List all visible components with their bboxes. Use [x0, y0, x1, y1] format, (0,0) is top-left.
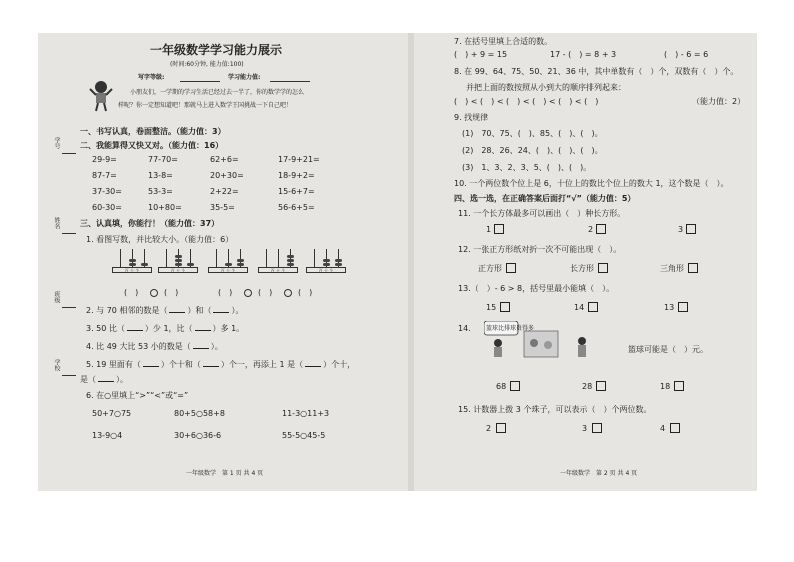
check-box[interactable]: [596, 381, 606, 391]
q9-item[interactable]: (3) 1、3、2、3、5、( )、( )。: [462, 163, 592, 172]
question-13: 13.（ ）- 6 > 8，括号里最小能填（ ）。: [458, 284, 615, 293]
compare-circle[interactable]: [244, 289, 252, 297]
check-box[interactable]: [588, 302, 598, 312]
check-box[interactable]: [678, 302, 688, 312]
abacus-base-label: 百 十 个: [306, 267, 346, 273]
question-15: 15. 计数器上拨 3 个珠子，可以表示（ ）个两位数。: [458, 405, 652, 414]
q5-part: ）。: [116, 375, 128, 384]
question-4: [86, 342, 223, 352]
subtitle: (时间:60分钟, 能力值:100): [170, 61, 244, 68]
section-4: 四、选一选，在正确答案后面打“√”（能力值：5）: [454, 194, 636, 203]
answer-blank[interactable]: [143, 366, 159, 367]
answer-blank[interactable]: [98, 381, 114, 382]
abacus-answer-paren[interactable]: ( ): [124, 288, 139, 297]
check-box[interactable]: [496, 423, 506, 433]
calc-item[interactable]: 29-9=: [92, 155, 117, 164]
check-box[interactable]: [500, 302, 510, 312]
option-label: 15: [486, 303, 497, 312]
ability-label: 学习能力值:: [228, 74, 261, 81]
q9-item[interactable]: (2) 28、26、24、( )、( )、( )。: [462, 146, 603, 155]
q2-part: ）。: [231, 306, 244, 315]
option-label: 14: [574, 303, 585, 312]
q7-item[interactable]: ( ) - 6 = 6: [664, 50, 709, 59]
student-icon: [88, 79, 114, 113]
question-12: 12. 一张正方形纸对折一次不可能出现（ ）。: [458, 245, 622, 254]
answer-blank[interactable]: [195, 330, 211, 331]
q3-part: ）少 1，比（: [144, 324, 193, 333]
calc-item[interactable]: 15-6+7=: [278, 187, 315, 196]
option-label: 3: [678, 225, 684, 234]
option-label: 3: [582, 424, 588, 433]
abacus-5: [306, 247, 346, 273]
label-name: 姓名: [53, 217, 60, 229]
label-class: 班级: [53, 291, 60, 303]
compare-item[interactable]: 80+5○58+8: [174, 409, 225, 418]
answer-blank[interactable]: [213, 312, 229, 313]
check-box[interactable]: [688, 263, 698, 273]
q4-part: ）。: [210, 342, 223, 351]
writer-grade-label: 写字等级:: [138, 74, 165, 81]
check-box[interactable]: [686, 224, 696, 234]
question-2: [86, 306, 243, 316]
calc-item[interactable]: 35-5=: [210, 203, 235, 212]
question-8-ability: （能力值：2）: [692, 97, 746, 106]
abacus-4: [258, 247, 298, 273]
q5-part: ）个十和（: [160, 360, 201, 369]
option-label: 三角形: [660, 264, 684, 273]
page-footer: 一年级数学 第 2 页 共 4 页: [560, 470, 638, 477]
q5-part: 5. 19 里面有（: [86, 360, 141, 369]
blank-class[interactable]: [62, 307, 76, 308]
abacus-base-label: 百 十 个: [158, 267, 198, 273]
question-3: [86, 324, 244, 334]
check-box[interactable]: [510, 381, 520, 391]
question-8: 8. 在 99、64、75、50、21、36 中，其中单数有（ ）个，双数有（ ）个。: [454, 67, 739, 76]
compare-circle[interactable]: [284, 289, 292, 297]
abacus-3: [208, 247, 248, 273]
answer-blank[interactable]: [203, 366, 219, 367]
calc-item[interactable]: 56-6+5=: [278, 203, 315, 212]
q5-part: 是（: [80, 375, 96, 384]
check-box[interactable]: [494, 224, 504, 234]
compare-item[interactable]: 13-9○4: [92, 431, 123, 440]
label-student-id: 学号: [53, 137, 60, 149]
option-label: 13: [664, 303, 675, 312]
check-box[interactable]: [596, 224, 606, 234]
compare-item[interactable]: 55-5○45-5: [282, 431, 326, 440]
speech-bubble: 篮球比排球贵得多: [486, 325, 535, 332]
compare-item[interactable]: 30+6○36-6: [174, 431, 222, 440]
calc-item[interactable]: 60-30=: [92, 203, 122, 212]
intro-line-2: 样呢？你一定想知道吧！那就马上进入数学王国挑战一下自己吧！: [118, 102, 293, 109]
exam-paper: [38, 33, 757, 491]
abacus-2: [158, 247, 198, 273]
q7-item[interactable]: ( ) + 9 = 15: [454, 50, 508, 59]
question-11: 11. 一个长方体最多可以画出（ ）种长方形。: [458, 209, 626, 218]
option-label: 2: [486, 424, 492, 433]
q2-part: ）和（: [187, 306, 212, 315]
section-2: 二、我能算得又快又对。（能力值：16）: [80, 141, 224, 150]
abacus-answer-paren[interactable]: ( ): [218, 288, 233, 297]
question-14-text: 篮球可能是（ ）元。: [628, 345, 708, 354]
blank-school[interactable]: [62, 375, 76, 376]
check-box[interactable]: [506, 263, 516, 273]
option-label: 1: [486, 225, 492, 234]
abacus-base-label: 百 十 个: [258, 267, 298, 273]
question-10: 10. 一个两位数个位上是 6，十位上的数比个位上的数大 1，这个数是（ ）。: [454, 179, 729, 188]
check-box[interactable]: [674, 381, 684, 391]
intro-line-1: 小朋友们，一学期的学习生活已经过去一半了，你的数学学的怎么: [130, 89, 305, 96]
compare-circle[interactable]: [150, 289, 158, 297]
option-label: 长方形: [570, 264, 594, 273]
question-1: 1. 看图写数，并比较大小。（能力值：6）: [86, 235, 234, 244]
calc-item[interactable]: 77-70=: [148, 155, 178, 164]
writer-grade-blank[interactable]: [180, 81, 220, 82]
calc-item[interactable]: 2+22=: [210, 187, 239, 196]
section-3: 三、认真填，你能行！（能力值：37）: [80, 219, 220, 228]
abacus-answer-paren[interactable]: ( ): [164, 288, 179, 297]
abacus-1: [112, 247, 152, 273]
calc-item[interactable]: 10+80=: [148, 203, 182, 212]
question-6: 6. 在○里填上“>”“<”或“=”: [86, 391, 189, 400]
abacus-base-label: 百 十 个: [112, 267, 152, 273]
check-box[interactable]: [598, 263, 608, 273]
abacus-base-label: 百 十 个: [208, 267, 248, 273]
abacus-answer-paren[interactable]: ( ): [258, 288, 273, 297]
question-9: 9. 找规律: [454, 113, 489, 122]
answer-blank[interactable]: [127, 330, 143, 331]
option-label: 18: [660, 382, 671, 391]
check-box[interactable]: [592, 423, 602, 433]
q7-item[interactable]: 17 - ( ) = 8 + 3: [550, 50, 617, 59]
calc-item[interactable]: 62+6=: [210, 155, 239, 164]
abacus-answer-paren[interactable]: ( ): [298, 288, 313, 297]
option-label: 28: [582, 382, 593, 391]
question-7: 7. 在括号里填上合适的数。: [454, 37, 553, 46]
question-8-b: 并把上面的数按照从小到大的顺序排列起来：: [466, 83, 626, 92]
page-2: [414, 33, 757, 491]
question-5: [86, 360, 355, 370]
answer-blank[interactable]: [305, 366, 321, 367]
option-label: 正方形: [478, 264, 502, 273]
q4-part: 4. 比 49 大比 53 小的数是（: [86, 342, 191, 351]
calc-item[interactable]: 53-3=: [148, 187, 173, 196]
question-14: 14.: [458, 324, 471, 333]
page-1: [38, 33, 408, 491]
calc-item[interactable]: 20+30=: [210, 171, 244, 180]
answer-blank[interactable]: [169, 312, 185, 313]
calc-item[interactable]: 17-9+21=: [278, 155, 320, 164]
question-8-order[interactable]: ( ) < ( ) < ( ) < ( ) < ( ) < ( ): [454, 97, 599, 106]
blank-name[interactable]: [62, 233, 76, 234]
q5-part: ）个一，再添上 1 是（: [220, 360, 304, 369]
option-label: 68: [496, 382, 507, 391]
q2-part: 2. 与 70 相邻的数是（: [86, 306, 168, 315]
q9-item[interactable]: (1) 70、75、( )、85、( )、( )。: [462, 129, 603, 138]
compare-item[interactable]: 11-3○11+3: [282, 409, 330, 418]
question-5-cont: [80, 375, 128, 385]
q3-part: 3. 50 比（: [86, 324, 125, 333]
q5-part: ）个十，: [323, 360, 356, 369]
blank-student-id[interactable]: [62, 153, 76, 154]
option-label: 2: [588, 225, 594, 234]
compare-item[interactable]: 50+7○75: [92, 409, 132, 418]
calc-item[interactable]: 87-7=: [92, 171, 117, 180]
calc-item[interactable]: 13-8=: [148, 171, 173, 180]
page-title: 一年级数学学习能力展示: [150, 43, 283, 57]
q3-part: ）多 1。: [212, 324, 245, 333]
calc-item[interactable]: 37-30=: [92, 187, 122, 196]
check-box[interactable]: [670, 423, 680, 433]
label-school: 学校: [53, 359, 60, 371]
calc-item[interactable]: 18-9+2=: [278, 171, 315, 180]
answer-blank[interactable]: [193, 348, 209, 349]
option-label: 4: [660, 424, 666, 433]
section-1: 一、书写认真，卷面整洁。（能力值：3）: [80, 127, 226, 136]
ability-blank[interactable]: [270, 81, 310, 82]
page-footer: 一年级数学 第 1 页 共 4 页: [186, 470, 264, 477]
